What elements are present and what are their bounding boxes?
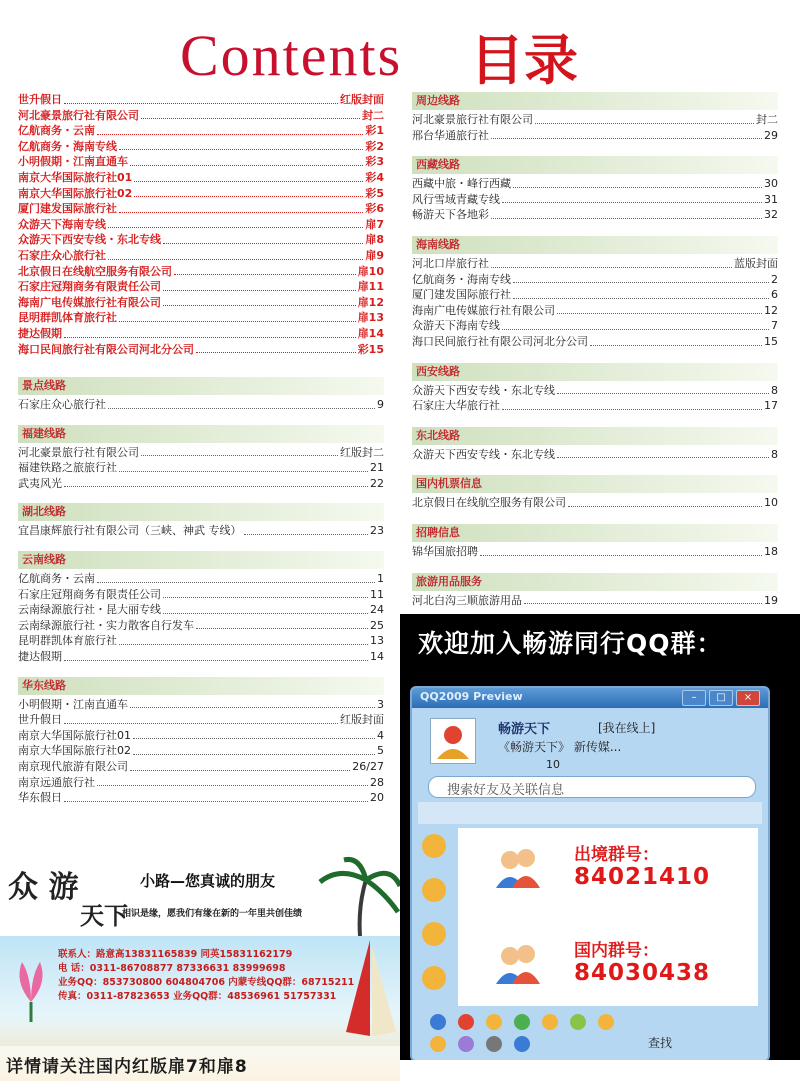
avatar[interactable] <box>430 718 476 764</box>
dot-leader <box>163 597 368 598</box>
search-placeholder: 搜索好友及关联信息 <box>447 783 565 798</box>
app-icon[interactable] <box>422 878 446 902</box>
dot-leader <box>480 555 762 556</box>
dot-leader <box>64 486 368 487</box>
brand-logo-line2: 天下 <box>80 901 128 930</box>
dot-leader <box>174 274 356 275</box>
brand-logo-line1: 众 游 <box>8 870 79 905</box>
dot-leader <box>64 660 368 661</box>
toc-section <box>412 236 778 350</box>
toc-entry[interactable] <box>18 571 384 587</box>
app-icon[interactable] <box>422 966 446 990</box>
toc-entry[interactable] <box>412 318 778 334</box>
dot-leader <box>163 305 356 306</box>
toc-entry-title: 河北豪景旅行社有限公司 <box>412 113 533 126</box>
dot-leader <box>513 282 769 283</box>
dot-leader <box>141 118 360 119</box>
toc-entry-title: 亿航商务・云南 <box>18 572 95 586</box>
right-column <box>412 92 778 608</box>
toc-entry[interactable] <box>18 186 384 202</box>
toc-entry-title: 众游天下海南专线 <box>412 319 500 333</box>
toc-entry-page: 15 <box>764 334 778 348</box>
dot-leader <box>491 138 762 139</box>
dot-leader <box>141 455 338 456</box>
toc-entry[interactable] <box>18 790 384 806</box>
toc-section <box>18 425 384 492</box>
dot-leader <box>97 134 363 135</box>
dot-leader <box>244 534 369 535</box>
toc-entry-title: 众游天下西安专线・东北专线 <box>18 233 161 247</box>
qq-tabs[interactable] <box>418 802 762 824</box>
dot-leader <box>491 267 732 268</box>
toc-entry[interactable] <box>18 342 384 358</box>
qq-welcome-heading: 欢迎加入畅游同行QQ群： <box>418 629 723 658</box>
toc-entry[interactable] <box>18 279 384 295</box>
toc-entry-page: 扉13 <box>357 311 384 325</box>
qq-group-ad <box>400 614 800 1060</box>
toc-entry[interactable] <box>412 207 778 223</box>
toc-entry-page: 7 <box>771 319 778 333</box>
group1-number: 84021410 <box>574 864 711 890</box>
toc-entry-title: 昆明群凯体育旅行社 <box>18 634 117 648</box>
toc-entry-title: 南京远通旅行社 <box>18 775 95 789</box>
toc-section <box>412 363 778 414</box>
section-heading: 福建线路 <box>18 425 384 443</box>
toc-entry-title: 石家庄冠翔商务有限责任公司 <box>18 280 161 294</box>
toc-entry-page: 扉7 <box>365 217 384 231</box>
toc-entry-page: 30 <box>764 177 778 191</box>
dot-leader <box>130 165 363 166</box>
qq-side-toolbar <box>418 828 452 1008</box>
lotus-flower-icon <box>8 942 54 1022</box>
toc-section <box>18 503 384 539</box>
toc-entry[interactable] <box>412 303 778 319</box>
toc-entry-title: 北京假日在线航空服务有限公司 <box>18 264 172 278</box>
toc-entry-title: 海南广电传媒旅行社有限公司 <box>18 295 161 309</box>
dot-leader <box>535 123 754 124</box>
toc-entry-title: 石家庄大华旅行社 <box>412 399 500 413</box>
toc-entry[interactable] <box>18 775 384 791</box>
toc-entry-page: 8 <box>771 383 778 397</box>
close-icon[interactable]: × <box>736 690 760 706</box>
toc-entry-page: 封二 <box>362 108 384 122</box>
dot-leader <box>64 337 356 338</box>
toc-entry-page: 扉12 <box>357 295 384 309</box>
toc-entry[interactable] <box>412 176 778 192</box>
group-panel <box>458 828 758 1006</box>
toc-entry[interactable] <box>18 326 384 342</box>
penguin-icon[interactable] <box>422 834 446 858</box>
section-heading: 东北线路 <box>412 427 778 445</box>
dot-leader <box>108 259 363 260</box>
title-english: Contents <box>180 23 403 88</box>
toc-entry-page: 8 <box>771 447 778 461</box>
toc-entry-title: 石家庄众心旅行社 <box>18 248 106 262</box>
toc-entry[interactable] <box>18 523 384 539</box>
toc-entry-page: 25 <box>370 618 384 632</box>
section-heading: 西藏线路 <box>412 156 778 174</box>
toc-entry-title: 世升假日 <box>18 93 62 106</box>
toc-entry-page: 5 <box>377 744 384 758</box>
toc-entry[interactable] <box>18 697 384 713</box>
toc-entry-title: 河北豪景旅行社有限公司 <box>18 445 139 459</box>
toc-entry[interactable] <box>18 602 384 618</box>
dot-leader <box>590 345 762 346</box>
toc-entry-title: 北京假日在线航空服务有限公司 <box>412 496 566 510</box>
group2-label: 国内群号： <box>574 941 659 961</box>
toc-entry-title: 西藏中旅・峰行西藏 <box>412 177 511 191</box>
toc-entry-title: 小明假期・江南直通车 <box>18 155 128 169</box>
toc-entry-title: 云南绿源旅行社・实力散客自行发车 <box>18 618 194 632</box>
toc-entry-title: 世升假日 <box>18 713 62 727</box>
dot-leader <box>119 644 368 645</box>
toc-entry[interactable] <box>18 476 384 492</box>
toc-entry-title: 南京大华国际旅行社01 <box>18 728 131 742</box>
toc-section <box>412 156 778 223</box>
toc-entry-title: 南京大华国际旅行社01 <box>18 170 133 184</box>
dot-leader <box>502 409 762 410</box>
toc-entry-title: 邢台华通旅行社 <box>412 128 489 142</box>
toc-section <box>412 524 778 560</box>
toc-entry[interactable] <box>18 445 384 461</box>
dot-leader <box>134 181 363 182</box>
dot-leader <box>513 298 769 299</box>
toc-section <box>18 551 384 665</box>
toc-entry-title: 昆明群凯体育旅行社 <box>18 311 117 325</box>
left-column <box>18 92 384 806</box>
toc-entry-title: 华东假日 <box>18 791 62 805</box>
dot-leader <box>163 613 368 614</box>
dot-leader <box>119 321 356 322</box>
featured-list <box>18 92 384 357</box>
toc-section <box>412 427 778 463</box>
toc-section <box>412 92 778 143</box>
left-sections <box>18 377 384 806</box>
toc-entry-page: 1 <box>377 572 384 586</box>
contact-line: 电 话：0311-86708877 87336631 83999698 <box>58 963 286 974</box>
toc-entry[interactable] <box>18 460 384 476</box>
ad-footer <box>0 1046 400 1081</box>
dot-leader <box>196 628 368 629</box>
toc-entry-page: 21 <box>370 461 384 475</box>
section-heading: 周边线路 <box>412 92 778 110</box>
toc-entry-page: 31 <box>764 192 778 206</box>
toc-entry[interactable] <box>18 310 384 326</box>
contact-line: 传真：0311-87823653 业务QQ群：48536961 51757331 <box>58 991 337 1002</box>
toc-entry-page: 扉9 <box>365 248 384 262</box>
ad-footer-text: 详情请关注国内红版扉7和扉8 <box>6 1057 248 1077</box>
toc-entry-page: 22 <box>370 476 384 490</box>
search-input[interactable] <box>428 776 756 798</box>
dot-leader <box>163 290 356 291</box>
group-entry-outbound[interactable] <box>458 832 758 912</box>
toc-entry-title: 厦门建发国际旅行社 <box>18 202 117 216</box>
toc-entry-title: 亿航商务・海南专线 <box>18 139 117 153</box>
dot-leader <box>491 218 762 219</box>
section-heading: 国内机票信息 <box>412 475 778 493</box>
toc-entry-page: 红版封面 <box>340 93 384 106</box>
toc-entry-title: 风行雪域青藏专线 <box>412 192 500 206</box>
qq-window-title: QQ2009 Preview <box>420 690 523 703</box>
section-heading: 西安线路 <box>412 363 778 381</box>
toc-entry-title: 南京现代旅游有限公司 <box>18 760 128 773</box>
qq-bottom-toolbar <box>418 1012 762 1054</box>
right-sections <box>412 92 778 608</box>
dot-leader <box>568 506 762 507</box>
profile-status[interactable]: [我在线上] <box>598 721 656 735</box>
dot-leader <box>108 408 375 409</box>
section-heading: 海南线路 <box>412 236 778 254</box>
ad-slogan: 小路—您真诚的朋友 <box>140 872 276 890</box>
group2-number: 84030438 <box>574 960 711 986</box>
toc-entry-page: 红版封面 <box>340 713 384 727</box>
dot-leader <box>108 227 363 228</box>
dot-leader <box>163 243 363 244</box>
toc-entry-title: 众游天下海南专线 <box>18 217 106 231</box>
toc-entry-title: 锦华国旅招聘 <box>412 544 478 558</box>
app-icon[interactable] <box>422 922 446 946</box>
toc-entry-title: 海南广电传媒旅行社有限公司 <box>412 303 555 317</box>
toc-entry-page: 10 <box>764 496 778 510</box>
dot-leader <box>130 707 375 708</box>
contact-line: 联系人：路意高13831165839 同英15831162179 <box>58 949 293 960</box>
dot-leader <box>64 103 338 104</box>
toc-entry-page: 3 <box>377 697 384 711</box>
section-heading: 华东线路 <box>18 677 384 695</box>
toc-section <box>18 377 384 413</box>
toc-entry-title: 亿航商务・海南专线 <box>412 272 511 286</box>
dot-leader <box>196 352 356 353</box>
toc-entry[interactable] <box>18 248 384 264</box>
toc-entry-page: 蓝版封面 <box>734 256 778 270</box>
toc-entry-title: 河北白沟三顺旅游用品 <box>412 593 522 607</box>
palm-tree-icon <box>300 856 400 936</box>
dot-leader <box>502 329 769 330</box>
toc-entry-page: 彩4 <box>365 170 384 184</box>
profile-signature[interactable]: 《畅游天下》 新传媒... <box>498 740 622 754</box>
dot-leader <box>130 770 350 771</box>
dot-leader <box>134 196 363 197</box>
toc-entry[interactable] <box>18 743 384 759</box>
toc-section <box>412 475 778 511</box>
toc-entry[interactable] <box>412 272 778 288</box>
toc-entry[interactable] <box>18 123 384 139</box>
group1-label: 出境群号： <box>574 845 659 865</box>
toc-entry-page: 28 <box>370 775 384 789</box>
dot-leader <box>64 723 338 724</box>
toc-entry-page: 2 <box>771 272 778 286</box>
toc-entry-page: 26/27 <box>352 760 384 773</box>
toc-entry-title: 云南绿源旅行社・昆大丽专线 <box>18 603 161 617</box>
toc-entry-page: 彩15 <box>357 342 384 356</box>
dot-leader <box>97 785 368 786</box>
profile-count: 10 <box>546 758 560 771</box>
toc-entry-page: 24 <box>370 603 384 617</box>
toc-entry[interactable] <box>412 192 778 208</box>
ad-contacts <box>58 948 354 1004</box>
ad-sub-slogan: 相识是缘，愿我们有缘在新的一年里共创佳绩 <box>122 909 303 919</box>
toc-entry-page: 18 <box>764 544 778 558</box>
dot-leader <box>133 738 375 739</box>
toc-entry[interactable] <box>18 649 384 665</box>
toc-entry[interactable] <box>412 398 778 414</box>
toc-entry-title: 小明假期・江南直通车 <box>18 697 128 711</box>
toc-entry-title: 河北豪景旅行社有限公司 <box>18 108 139 122</box>
toc-entry-title: 捷达假期 <box>18 326 62 340</box>
section-heading: 湖北线路 <box>18 503 384 521</box>
toc-entry[interactable] <box>18 633 384 649</box>
toc-entry-title: 厦门建发国际旅行社 <box>412 288 511 302</box>
qq-window <box>410 686 770 1060</box>
toc-entry-page: 彩5 <box>365 186 384 200</box>
contact-line: 业务QQ：853730800 604804706 内蒙专线QQ群：68715211 <box>58 977 355 988</box>
profile-name: 畅游天下 <box>498 722 551 737</box>
title-chinese: 目录 <box>470 29 578 92</box>
dot-leader <box>64 801 368 802</box>
toc-entry-title: 福建铁路之旅旅行社 <box>18 461 117 475</box>
toc-entry-page: 29 <box>764 128 778 142</box>
find-button[interactable]: 查找 <box>648 1036 673 1050</box>
toc-entry-page: 17 <box>764 399 778 413</box>
toc-entry[interactable] <box>412 256 778 272</box>
qq-profile <box>418 712 762 772</box>
toc-entry-page: 32 <box>764 208 778 222</box>
toc-entry-page: 扉11 <box>357 280 384 294</box>
dot-leader <box>119 149 363 150</box>
dot-leader <box>119 471 368 472</box>
qq-title-bar <box>412 688 768 708</box>
toc-section <box>18 677 384 806</box>
toc-entry-page: 9 <box>377 398 384 412</box>
toc-entry-page: 红版封二 <box>340 445 384 459</box>
toc-entry-page: 14 <box>370 650 384 664</box>
dot-leader <box>524 603 762 604</box>
dot-leader <box>513 187 762 188</box>
toc-entry-page: 扉10 <box>357 264 384 278</box>
window-controls <box>682 690 760 706</box>
dot-leader <box>557 313 762 314</box>
sailboat-icon <box>340 936 400 1046</box>
toc-entry[interactable] <box>18 201 384 217</box>
users-icon <box>494 844 542 890</box>
toc-entry-page: 12 <box>764 303 778 317</box>
toc-entry[interactable] <box>18 397 384 413</box>
toc-entry-page: 彩3 <box>365 155 384 169</box>
toc-entry[interactable] <box>18 712 384 728</box>
ad-body <box>0 936 400 1081</box>
toc-entry[interactable] <box>18 217 384 233</box>
toc-entry[interactable] <box>18 618 384 634</box>
toc-entry-title: 众游天下西安专线・东北专线 <box>412 383 555 397</box>
toc-entry-title: 海口民间旅行社有限公司河北分公司 <box>18 342 194 356</box>
dot-leader <box>133 754 375 755</box>
toc-entry[interactable] <box>412 112 778 128</box>
toc-entry[interactable] <box>412 593 778 609</box>
minimize-icon[interactable]: – <box>682 690 706 706</box>
toc-entry-page: 20 <box>370 791 384 805</box>
toc-entry-title: 石家庄众心旅行社 <box>18 398 106 412</box>
toc-entry-page: 扉14 <box>357 326 384 340</box>
toc-entry-page: 6 <box>771 288 778 302</box>
toc-entry-title: 南京大华国际旅行社02 <box>18 744 131 758</box>
toolbar-icons[interactable] <box>418 1012 638 1054</box>
toc-entry-page: 彩2 <box>365 139 384 153</box>
toc-entry[interactable] <box>18 295 384 311</box>
toc-entry-title: 石家庄冠翔商务有限责任公司 <box>18 587 161 601</box>
ad-header <box>0 856 400 936</box>
toc-entry-page: 彩1 <box>365 124 384 138</box>
dot-leader <box>97 582 375 583</box>
toc-entry[interactable] <box>412 334 778 350</box>
toc-entry[interactable] <box>412 128 778 144</box>
toc-entry[interactable] <box>18 139 384 155</box>
toc-entry[interactable] <box>18 92 384 108</box>
toc-entry-title: 宜昌康辉旅行社有限公司（三峡、神武 专线） <box>18 524 242 538</box>
toc-entry-page: 4 <box>377 728 384 742</box>
section-heading: 云南线路 <box>18 551 384 569</box>
toc-entry-title: 河北口岸旅行社 <box>412 256 489 270</box>
dot-leader <box>557 393 769 394</box>
toc-entry-page: 19 <box>764 593 778 607</box>
dot-leader <box>119 212 363 213</box>
toc-entry-page: 11 <box>370 587 384 601</box>
toc-entry[interactable] <box>18 232 384 248</box>
toc-entry[interactable] <box>18 759 384 775</box>
travel-ad-banner <box>0 856 400 1081</box>
toc-entry[interactable] <box>18 587 384 603</box>
toc-section <box>412 573 778 609</box>
toc-entry-page: 23 <box>370 524 384 538</box>
toc-entry[interactable] <box>412 447 778 463</box>
toc-entry-page: 彩6 <box>365 202 384 216</box>
toc-entry[interactable] <box>412 287 778 303</box>
toc-entry[interactable] <box>18 170 384 186</box>
toc-entry-page: 13 <box>370 634 384 648</box>
toc-entry-title: 武夷风光 <box>18 476 62 490</box>
dot-leader <box>502 202 762 203</box>
toc-entry[interactable] <box>18 728 384 744</box>
toc-entry-title: 亿航商务・云南 <box>18 124 95 138</box>
dot-leader <box>557 457 769 458</box>
toc-entry[interactable] <box>18 154 384 170</box>
group-entry-domestic[interactable] <box>458 928 758 1008</box>
toc-entry[interactable] <box>412 383 778 399</box>
toc-entry-title: 众游天下西安专线・东北专线 <box>412 447 555 461</box>
section-heading: 招聘信息 <box>412 524 778 542</box>
toc-entry[interactable] <box>412 495 778 511</box>
toc-entry-title: 捷达假期 <box>18 650 62 664</box>
toc-entry-page: 扉8 <box>365 233 384 247</box>
users-icon <box>494 940 542 986</box>
toc-entry-title: 畅游天下各地彩 <box>412 208 489 222</box>
toc-entry-title: 海口民间旅行社有限公司河北分公司 <box>412 334 588 348</box>
section-heading: 景点线路 <box>18 377 384 395</box>
restore-icon[interactable]: □ <box>709 690 733 706</box>
toc-entry-page: 封二 <box>756 113 778 126</box>
section-heading: 旅游用品服务 <box>412 573 778 591</box>
toc-entry[interactable] <box>18 264 384 280</box>
toc-entry[interactable] <box>18 108 384 124</box>
toc-entry-title: 南京大华国际旅行社02 <box>18 186 133 200</box>
toc-entry[interactable] <box>412 544 778 560</box>
